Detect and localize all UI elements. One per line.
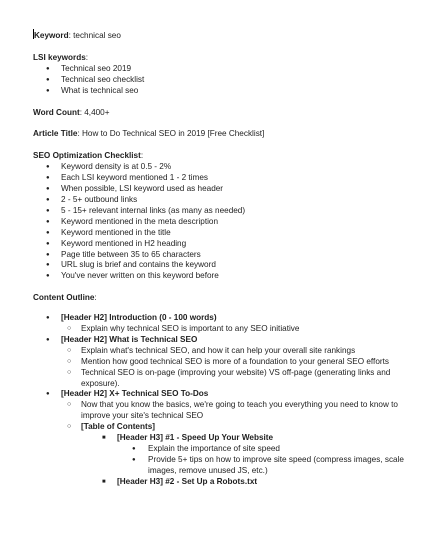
toc-sublist <box>81 433 406 488</box>
list-item: ○ Technical SEO is on-page (improving your website) VS off-page (generating links and exposure). <box>61 368 406 390</box>
checklist-colon: : <box>140 151 144 161</box>
list-item: ● Provide 5+ tips on how to improve site speed (compress images, scale images, remove unused JS, etc.) <box>117 455 406 477</box>
list-item: ● What is technical seo <box>33 86 406 97</box>
list-item: ○ Explain what's technical SEO, and how it can help your overall site rankings <box>61 346 406 357</box>
list-item: ● Keyword mentioned in H2 heading <box>33 239 406 250</box>
outline-section <box>33 335 406 390</box>
outline-section <box>33 389 406 487</box>
outline-colon: : <box>94 293 97 303</box>
list-item: ● Page title between 35 to 65 characters <box>33 250 406 261</box>
subsection <box>81 477 406 488</box>
subsection-list <box>117 444 406 477</box>
checklist-heading-line <box>33 151 406 162</box>
section-title: [Header H2] Introduction (0 - 100 words) <box>61 313 217 323</box>
outline-section <box>33 313 406 335</box>
subsection <box>81 433 406 477</box>
article-title-value: : How to Do Technical SEO in 2019 [Free Checklist] <box>77 129 265 139</box>
section-title: [Header H2] X+ Technical SEO To-Dos <box>61 389 209 399</box>
outline-list <box>33 313 406 488</box>
word-count-value: : 4,400+ <box>79 107 110 117</box>
list-item: ○ Mention how good technical SEO is more of a foundation to your general SEO efforts <box>61 357 406 368</box>
section-sublist <box>61 400 406 487</box>
keyword-label: Keyword <box>34 31 69 40</box>
list-item: ● Explain the importance of site speed <box>117 444 406 455</box>
outline-heading-line <box>33 293 406 304</box>
list-item: ○ Now that you know the basics, we're going to teach you everything you need to know to improve your site's technical SEO <box>61 400 406 422</box>
list-item: ● When possible, LSI keyword used as header <box>33 184 406 195</box>
list-item: ● URL slug is brief and contains the keyword <box>33 260 406 271</box>
list-item-toc <box>61 422 406 487</box>
list-item: ● 2 - 5+ outbound links <box>33 195 406 206</box>
word-count-line <box>33 108 406 119</box>
checklist-list <box>33 162 406 282</box>
list-item: ● You've never written on this keyword before <box>33 271 406 282</box>
outline-heading: Content Outline <box>33 293 95 303</box>
list-item: ● Technical seo 2019 <box>33 64 406 75</box>
list-item: ○ Explain why technical SEO is important to any SEO initiative <box>61 324 406 335</box>
lsi-colon: : <box>85 52 89 62</box>
lsi-list <box>33 64 406 97</box>
subsection-title: [Header H3] #2 - Set Up a Robots.txt <box>117 476 258 486</box>
list-item: ● Technical seo checklist <box>33 75 406 86</box>
word-count-label: Word Count <box>33 107 80 117</box>
section-title: [Header H2] What is Technical SEO <box>61 334 198 344</box>
article-title-line <box>33 129 406 140</box>
list-item: ● 5 - 15+ relevant internal links (as many as needed) <box>33 206 406 217</box>
lsi-heading: LSI keywords <box>33 52 86 62</box>
toc-label: [Table of Contents] <box>81 422 155 432</box>
section-sublist <box>61 346 406 390</box>
article-title-label: Article Title <box>33 129 78 139</box>
subsection-title: [Header H3] #1 - Speed Up Your Website <box>117 433 274 443</box>
keyword-line <box>33 29 406 42</box>
section-sublist <box>61 324 406 335</box>
checklist-heading: SEO Optimization Checklist <box>33 151 141 161</box>
list-item: ● Keyword mentioned in the meta description <box>33 217 406 228</box>
list-item: ● Keyword mentioned in the title <box>33 228 406 239</box>
lsi-heading-line <box>33 53 406 64</box>
keyword-value: : technical seo <box>68 31 121 40</box>
list-item: ● Each LSI keyword mentioned 1 - 2 times <box>33 173 406 184</box>
list-item: ● Keyword density is at 0.5 - 2% <box>33 162 406 173</box>
